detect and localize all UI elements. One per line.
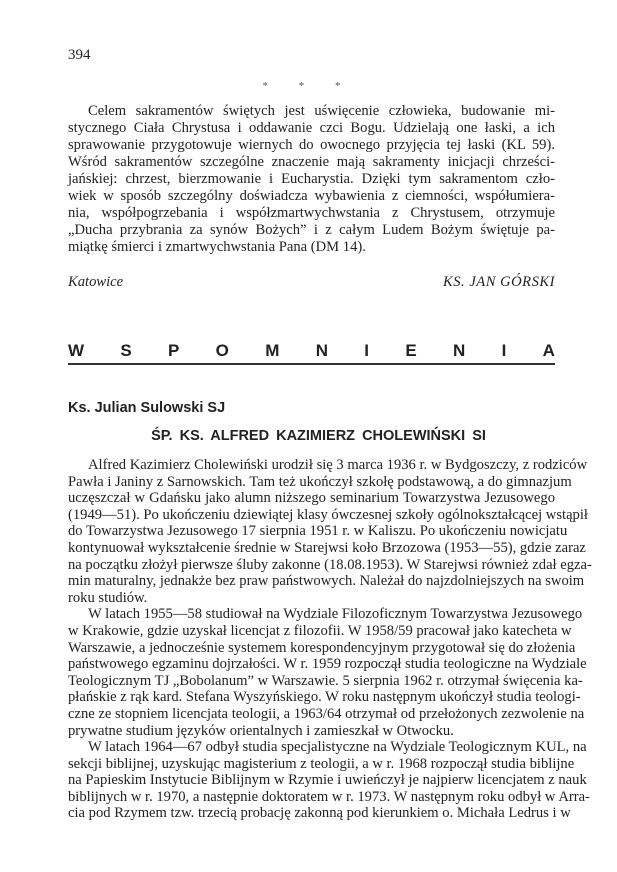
heading-letter: W — [68, 341, 85, 360]
heading-rule — [68, 363, 555, 365]
text-line: Warszawie, a jednocześnie systemem korespondencyjnym przygotował się do złożenia — [68, 639, 576, 656]
text-line: czne ze stopniem licencjata teologii, a 1963/64 otrzymał od przełożonych zezwolenie na — [68, 705, 585, 722]
text-line: prywatne studium języków orientalnych i zamieszkał w Otwocku. — [68, 722, 454, 739]
heading-letter: I — [501, 341, 507, 360]
text-line: wiek w sposób szczególny doświadcza wybawienia z ciemności, współumiera- — [68, 188, 555, 204]
text-line: kontynuował wykształcenie średnie w Starejwsi koło Brzozowa (1953—55), gdzie zaraz — [68, 539, 586, 556]
text-line: Teologicznym TJ „Bobolanum” w Warszawie. 5 sierpnia 1962 r. otrzymał święcenia ka- — [68, 672, 583, 689]
text-line: płańskie z rąk kard. Stefana Wyszyńskiego. W roku następnym ukończył studia teologi- — [68, 689, 581, 706]
article-body — [68, 457, 592, 822]
text-line: państwowego egzaminu dojrzałości. W r. 1959 rozpoczął studia teologiczne na Wydziale — [68, 656, 587, 673]
text-line: W latach 1955—58 studiował na Wydziale Filozoficznym Towarzystwa Jezusowego — [88, 606, 583, 623]
text-line: na początku złożył pierwsze śluby zakonne (18.08.1953). W Starejwsi również zdał egza- — [68, 556, 592, 573]
text-line: Celem sakramentów świętych jest uświęcenie człowieka, budowanie mi- — [88, 103, 555, 119]
signature-place: Katowice — [68, 274, 124, 290]
text-line: na Papieskim Instytucie Biblijnym w Rzymie i uwieńczył je najpierw licencjatem z nauk — [68, 772, 587, 789]
heading-letter: A — [542, 341, 555, 360]
closing-paragraph — [68, 103, 555, 256]
signature-author: KS. JAN GÓRSKI — [443, 274, 555, 290]
heading-letter: M — [265, 341, 280, 360]
text-line: sprawowanie przygotowuje wiernych do owocnego przyjęcia tej łaski (KL 59). — [68, 137, 555, 153]
text-line: (1949—51). Po ukończeniu dziewiątej klasy ówczesnej szkoły ogólnokształcącej wstąpił — [68, 506, 588, 523]
heading-letter: N — [453, 341, 466, 360]
text-line: do Towarzystwa Jezusowego 17 sierpnia 1951 r. w Kaliszu. Po ukończeniu nowicjatu — [68, 523, 568, 540]
text-line: uczęszczał w Gdańsku jako alumn niższego seminarium Towarzystwa Jezusowego — [68, 490, 555, 507]
heading-letter: I — [364, 341, 370, 360]
text-line: jańskiej: chrzest, bierzmowanie i Eucharystia. Dzięki tym sakramentom czło- — [68, 171, 555, 187]
article-title: ŚP. KS. ALFRED KAZIMIERZ CHOLEWIŃSKI SI — [151, 428, 486, 444]
heading-letter: P — [168, 341, 180, 360]
heading-letter: S — [120, 341, 132, 360]
heading-letter: E — [405, 341, 417, 360]
text-line: Pawła i Janiny z Sarnowskich. Tam też ukończył szkołę podstawową, a do gimnazjum — [68, 473, 572, 490]
heading-letter: N — [315, 341, 328, 360]
text-line: Alfred Kazimierz Cholewiński urodził się 3 marca 1936 r. w Bydgoszczy, z rodziców — [88, 457, 588, 473]
text-line: W latach 1964—67 odbył studia specjalistyczne na Wydziale Teologicznym KUL, na — [88, 739, 587, 756]
text-line: min maturalny, jednakże bez praw państwowych. Należał do najzdolniejszych na swoim — [68, 573, 585, 590]
section-separator: * * * — [262, 80, 355, 92]
text-line: „Ducha przybrania za synów Bożych” i z całym Ludem Bożym świętuje pa- — [68, 222, 555, 238]
text-line: cia pod Rzymem tzw. trzecią probację zakonną pod kierunkiem o. Michała Ledrus i w — [68, 805, 571, 822]
article-author: Ks. Julian Sulowski SJ — [68, 400, 226, 416]
text-line: biblijnych w r. 1970, a następnie doktoratem w r. 1973. W następnym roku odbył w Arra- — [68, 788, 590, 805]
text-line: roku studiów. — [68, 589, 148, 606]
section-heading — [68, 341, 555, 361]
text-line: nia, współpogrzebania i współzmartwychwstania z Chrystusem, otrzymuje — [68, 205, 555, 221]
text-line: w Krakowie, gdzie uzyskał licencjat z filozofii. W 1958/59 pracował jako katecheta w — [68, 622, 572, 639]
heading-letter: O — [215, 341, 229, 360]
text-line: sekcji biblijnej, uzyskując magisterium z teologii, a w r. 1968 rozpoczął studia biblijne — [68, 755, 575, 772]
text-line: miątkę śmierci i zmartwychwstania Pana (DM 14). — [68, 239, 366, 255]
text-line: stycznego Ciała Chrystusa i oddawanie czci Bogu. Udzielają one łaski, a ich — [68, 120, 555, 136]
text-line: Wśród sakramentów szczególne znaczenie mają sakramenty inicjacji chrześci- — [68, 154, 555, 170]
page-number: 394 — [68, 47, 91, 63]
